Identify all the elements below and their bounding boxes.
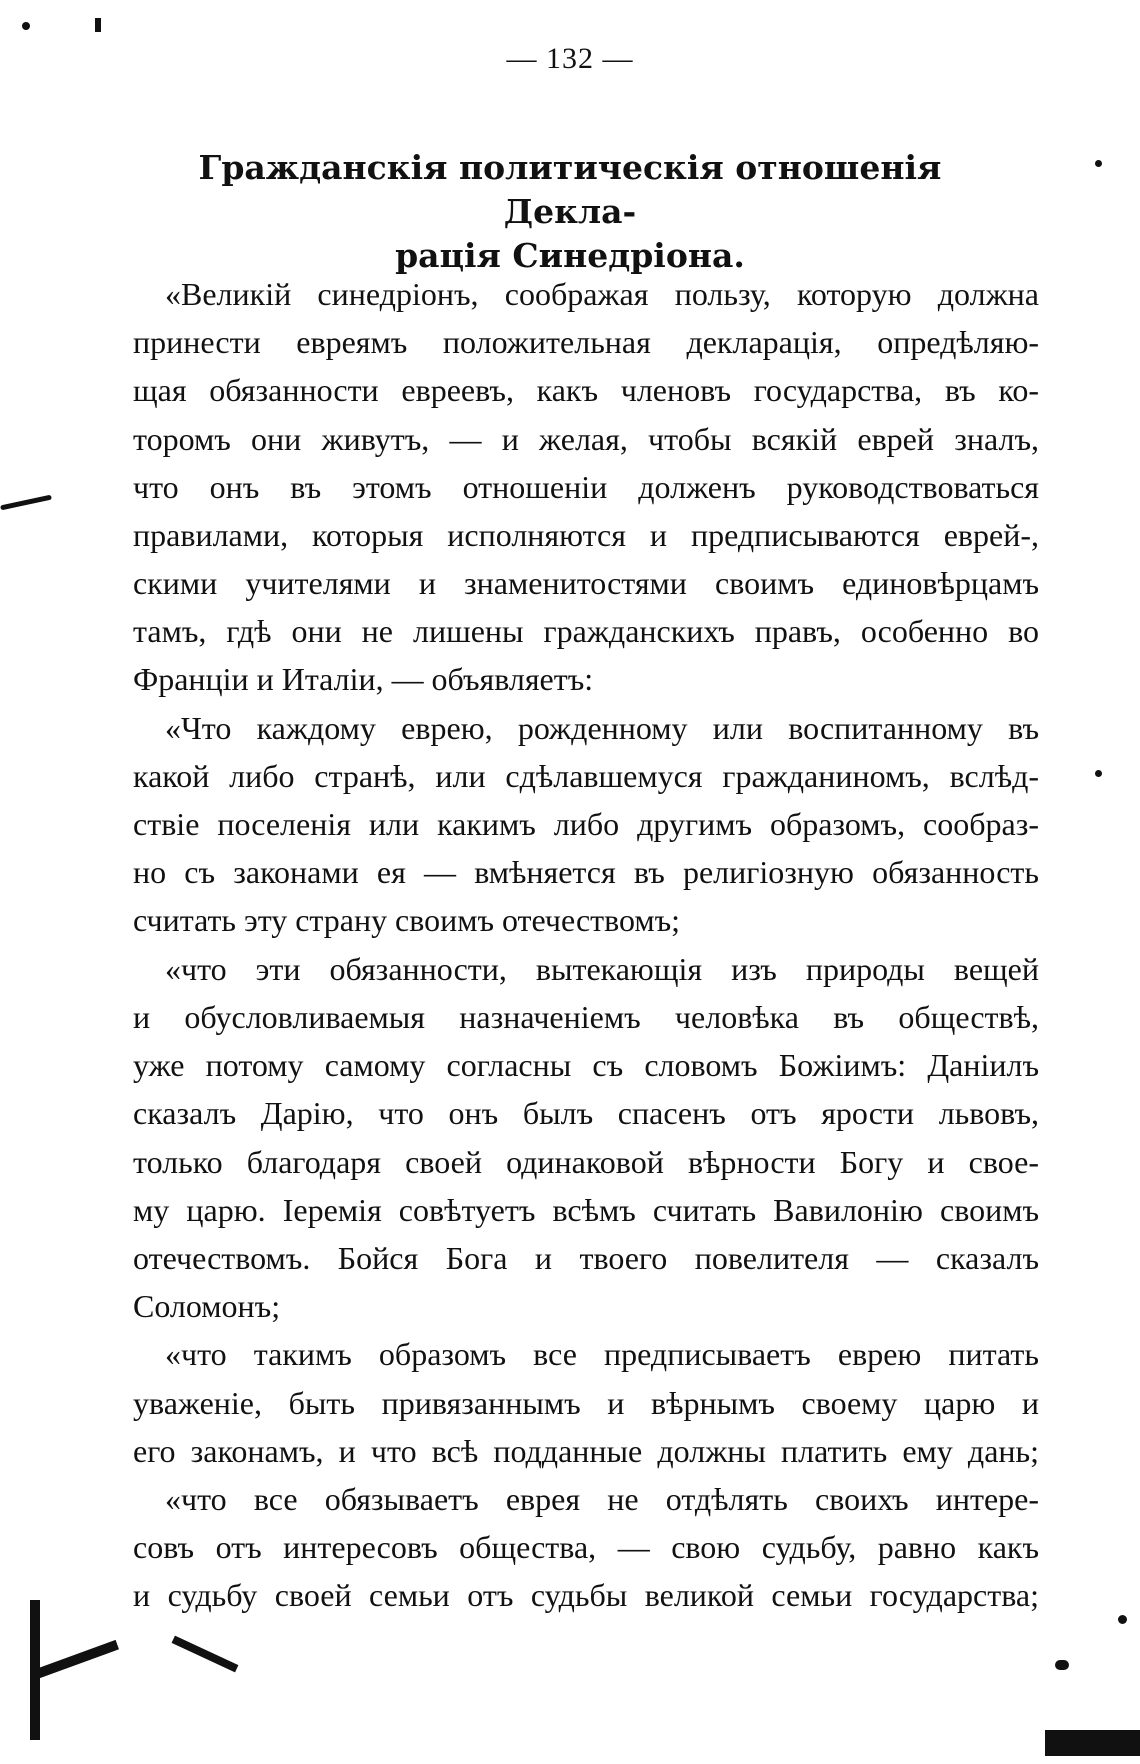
text-line: ствіе поселенія или какимъ либо другимъ образомъ, сообраз-: [133, 806, 1039, 843]
text-line: скими учителями и знаменитостями своимъ единовѣрцамъ: [133, 565, 1039, 602]
text-line: какой либо странѣ, или сдѣлавшемуся гражданиномъ, вслѣд-: [133, 758, 1039, 794]
scan-mark-left-curve: [0, 495, 52, 511]
text-line: но съ законами ея — вмѣняется въ религіозную обязанность: [133, 854, 1039, 891]
scan-dot-right-2: [1095, 770, 1102, 777]
text-line: Франціи и Италіи, — объявляетъ:: [133, 661, 594, 697]
text-line: принести евреямъ положительная декларація, опредѣляю-: [133, 324, 1039, 361]
scan-dot-right-4: [1055, 1660, 1069, 1670]
text-line: уже потому самому согласны съ словомъ Божіимъ: Даніилъ: [133, 1047, 1039, 1084]
scan-dot-right-1: [1095, 160, 1102, 167]
text-line: му царю. Іеремія совѣтуетъ всѣмъ считать Вавилонію своимъ: [133, 1191, 1039, 1228]
text-line: правилами, которыя исполняются и предписываются еврей-,: [133, 517, 1039, 553]
text-line: что онъ въ этомъ отношеніи долженъ руководствоваться: [133, 468, 1039, 505]
scan-mark-top-left-2: [95, 18, 101, 32]
scan-mark-bottom-right: [1045, 1730, 1140, 1756]
scan-mark-bottom-mid: [172, 1636, 239, 1673]
text-line: Соломонъ;: [133, 1288, 281, 1325]
text-line: сказалъ Дарію, что онъ былъ спасенъ отъ ярости львовъ,: [133, 1095, 1039, 1132]
text-line: считать эту страну своимъ отечествомъ;: [133, 902, 681, 938]
text-line: только благодаря своей одинаковой вѣрности Богу и свое-: [133, 1143, 1039, 1180]
text-line: и судьбу своей семьи отъ судьбы великой семьи государства;: [133, 1577, 1039, 1614]
text-line: и обусловливаемыя назначеніемъ человѣка въ обществѣ,: [133, 999, 1039, 1035]
text-line: «что эти обязанности, вытекающія изъ природы вещей: [165, 950, 1039, 987]
heading-line-2: рація Синедріона.: [395, 236, 745, 275]
page-number: — 132 —: [506, 42, 634, 75]
scan-mark-top-left: [22, 22, 30, 30]
text-line: «Что каждому еврею, рожденному или воспитанному въ: [165, 709, 1039, 746]
scan-mark-bottom-left-2: [31, 1640, 119, 1680]
text-line: отечествомъ. Бойся Бога и твоего повелителя — сказалъ: [133, 1240, 1039, 1276]
text-line: щая обязанности евреевъ, какъ членовъ государства, въ ко-: [133, 372, 1039, 409]
text-line: «Великій синедріонъ, соображая пользу, которую должна: [165, 276, 1039, 312]
text-line: совъ отъ интересовъ общества, — свою судьбу, равно какъ: [133, 1529, 1039, 1566]
text-line: тамъ, гдѣ они не лишены гражданскихъ правъ, особенно во: [133, 613, 1039, 650]
text-line: «что такимъ образомъ все предписываетъ еврею питать: [165, 1336, 1039, 1373]
text-line: «что все обязываетъ еврея не отдѣлять своихъ интере-: [165, 1481, 1039, 1517]
text-line: уваженіе, быть привязаннымъ и вѣрнымъ своему царю и: [133, 1384, 1039, 1421]
section-heading: [150, 146, 990, 278]
heading-line-1: Гражданскія политическія отношенія Декла-: [198, 148, 942, 231]
text-line: торомъ они живутъ, — и желая, чтобы всякій еврей зналъ,: [133, 420, 1039, 457]
scan-dot-right-3: [1118, 1615, 1127, 1624]
text-line: его законамъ, и что всѣ подданные должны платить ему дань;: [133, 1432, 1039, 1469]
